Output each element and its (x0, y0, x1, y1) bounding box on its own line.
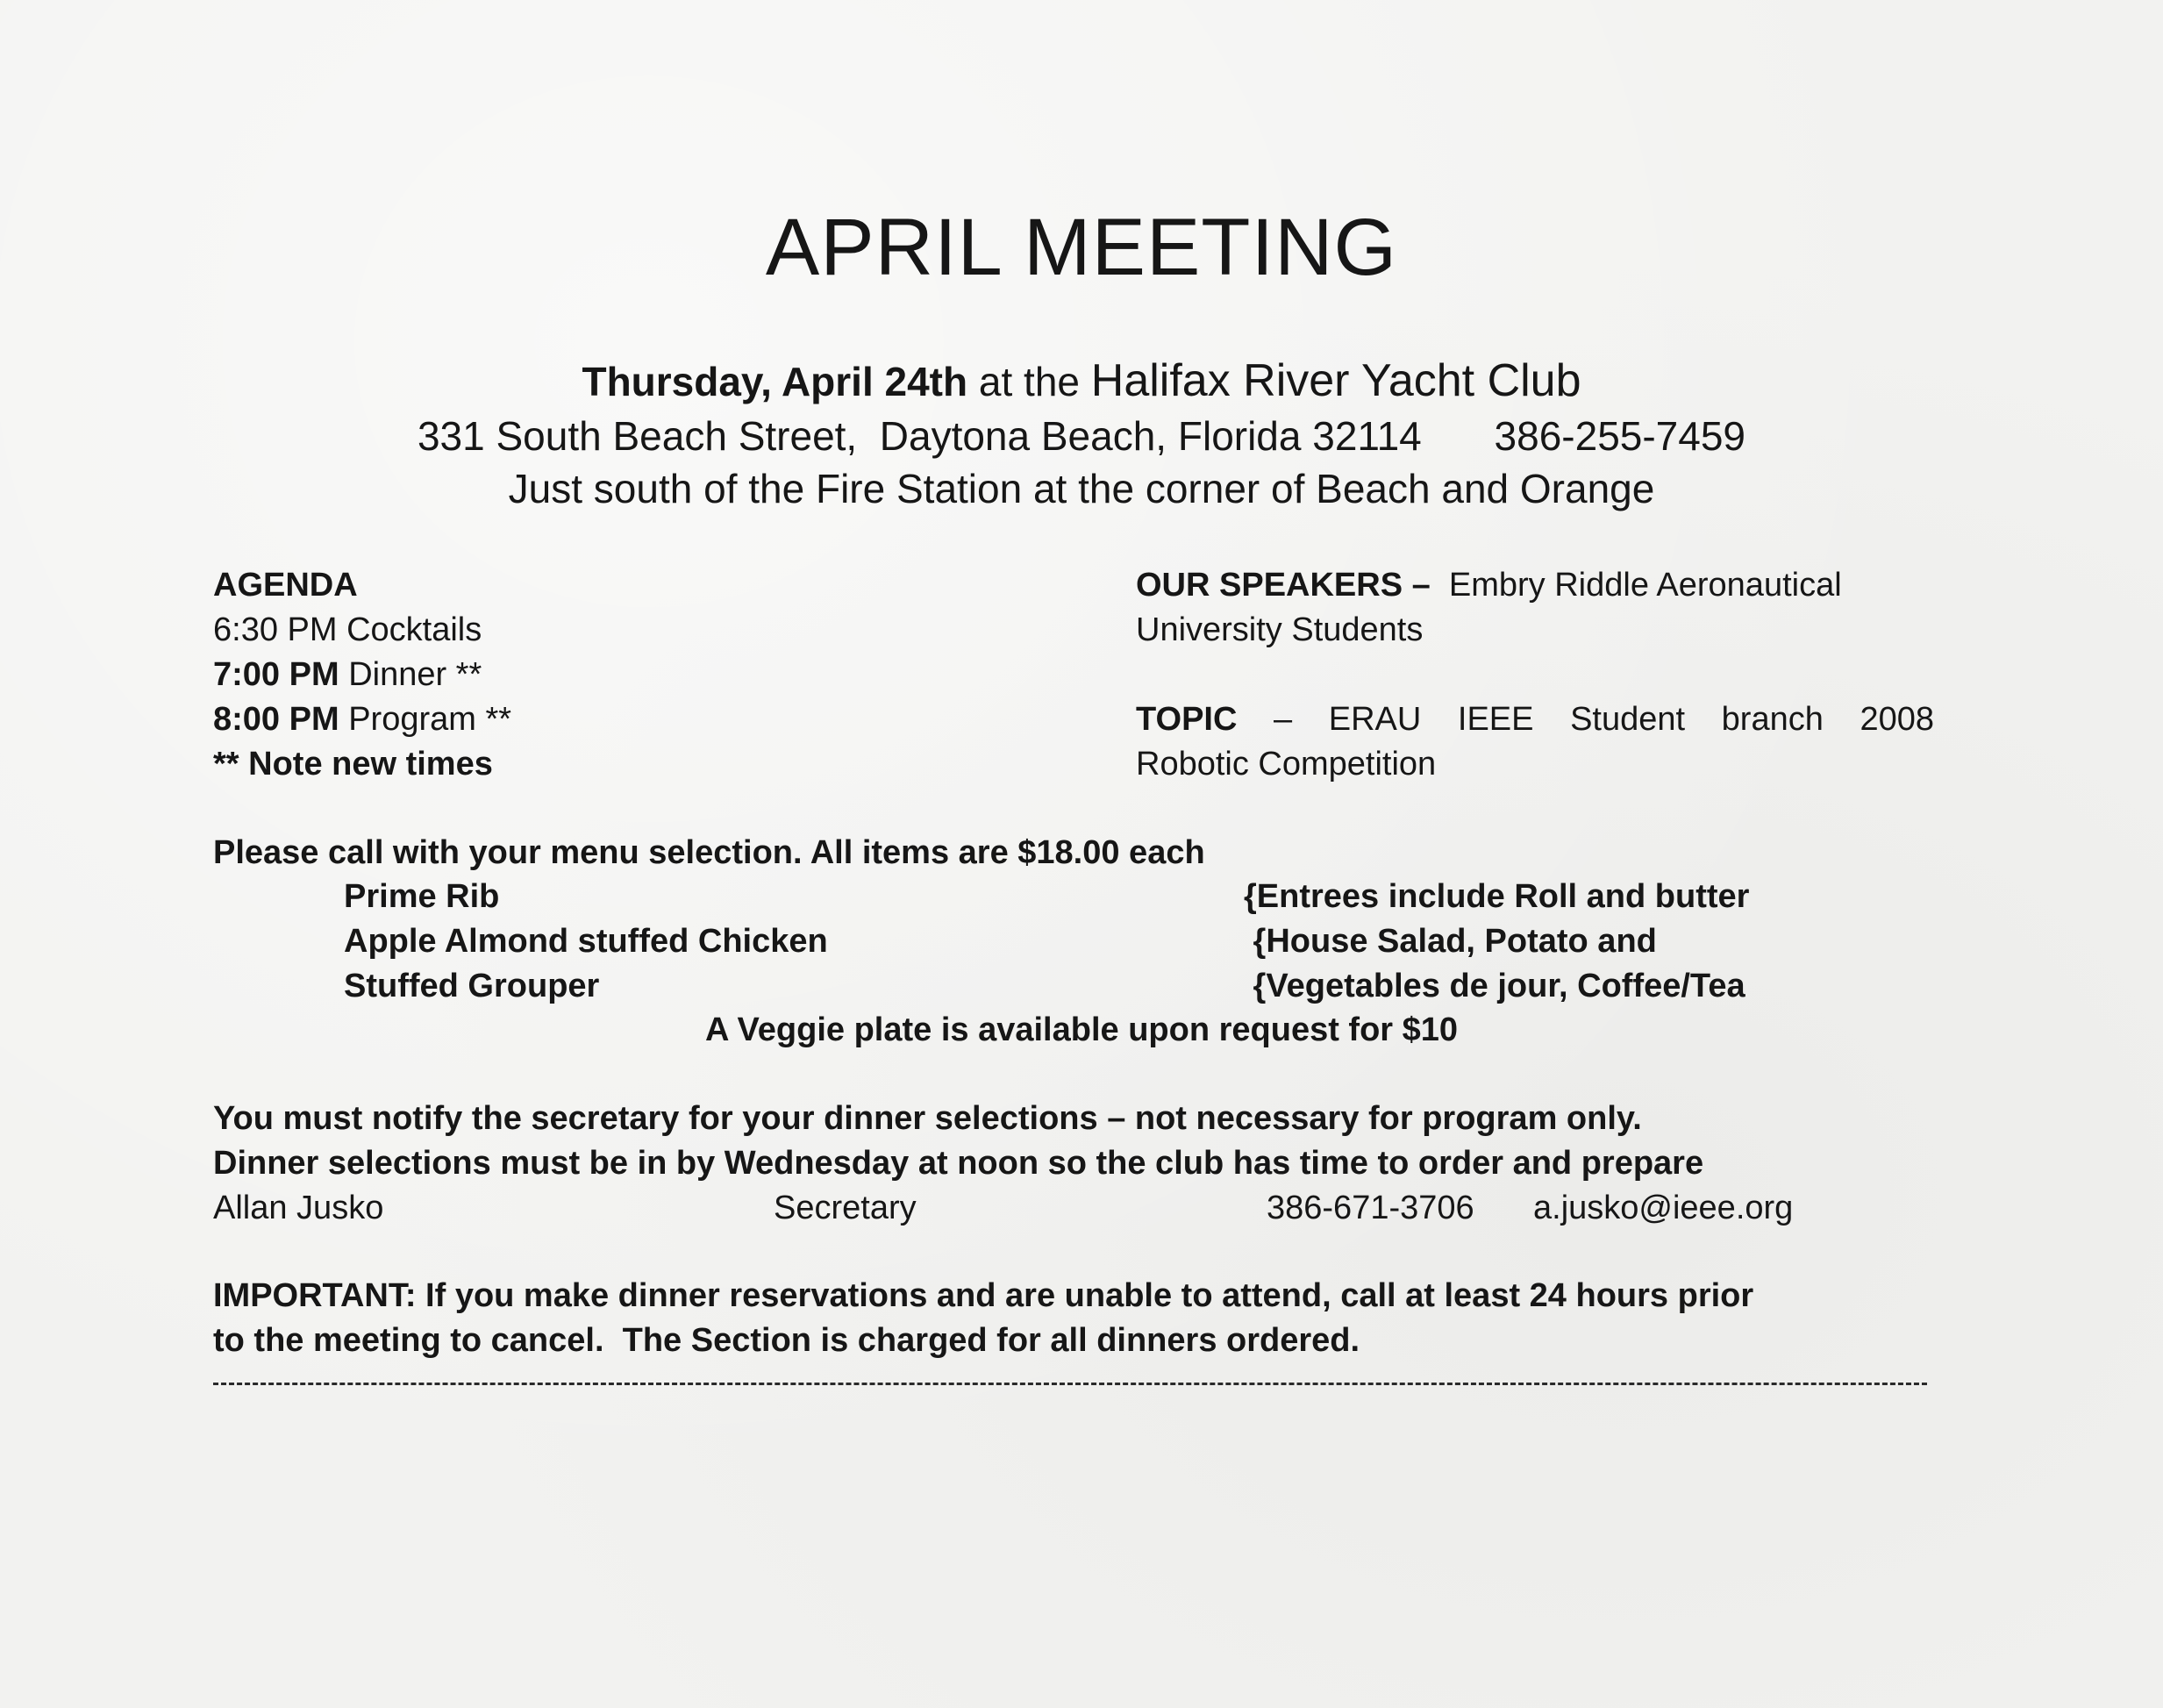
topic-word: ERAU (1328, 701, 1422, 738)
menu-intro: Please call with your menu selection. All items are $18.00 each (213, 834, 1205, 871)
topic-line-1 (1136, 703, 1934, 747)
agenda-heading: AGENDA (213, 567, 358, 604)
menu-note: {House Salad, Potato and (1244, 923, 1657, 960)
event-phone: 386-255-7459 (1494, 413, 1746, 459)
event-date: Thursday, April 24th (582, 359, 968, 404)
menu-note: {Vegetables de jour, Coffee/Tea (1244, 968, 1745, 1004)
agenda-dinner-time: 7:00 PM (213, 656, 339, 693)
agenda-note: ** Note new times (213, 746, 493, 783)
notify-section (213, 1102, 1703, 1191)
dashed-cut-line (213, 1383, 1927, 1385)
speakers-text-2: University Students (1136, 611, 1424, 648)
notify-line-1: You must notify the secretary for your dinner selections – not necessary for program only. (213, 1100, 1642, 1137)
page-title: APRIL MEETING (765, 203, 1398, 292)
veggie-note: A Veggie plate is available upon request for $10 (704, 1011, 1459, 1048)
important-line-1: IMPORTANT: If you make dinner reservations and are unable to attend, call at least 24 hours prior (213, 1277, 1754, 1314)
event-venue: Halifax River Yacht Club (1090, 355, 1581, 406)
topic-line-2: Robotic Competition (1136, 746, 1437, 783)
event-directions: Just south of the Fire Station at the corner of Beach and Orange (508, 466, 1655, 511)
event-address-line (0, 412, 2163, 460)
menu-notes-list (1244, 880, 1749, 1014)
menu-items-list (344, 880, 828, 1014)
contact-role: Secretary (774, 1190, 917, 1226)
topic-word: 2008 (1860, 701, 1934, 738)
speakers-section (1136, 568, 1934, 792)
menu-note: {Entrees include Roll and butter (1244, 878, 1750, 915)
speakers-heading: OUR SPEAKERS – (1136, 567, 1431, 604)
agenda-dinner (213, 658, 511, 703)
contact-name: Allan Jusko (213, 1190, 384, 1226)
menu-item: Prime Rib (344, 878, 500, 915)
menu-item: Stuffed Grouper (344, 968, 600, 1004)
agenda-cocktails: 6:30 PM Cocktails (213, 611, 482, 648)
important-section (213, 1279, 1753, 1369)
agenda-program-label: Program ** (348, 701, 512, 738)
contact-email: a.jusko@ieee.org (1533, 1190, 1794, 1226)
agenda-program (213, 703, 511, 747)
notify-line-2: Dinner selections must be in by Wednesday at noon so the club has time to order and prepare (213, 1145, 1704, 1182)
topic-word: Student (1570, 701, 1686, 738)
contact-phone: 386-671-3706 (1267, 1190, 1474, 1226)
topic-word: IEEE (1457, 701, 1534, 738)
topic-word: branch (1721, 701, 1824, 738)
menu-item: Apple Almond stuffed Chicken (344, 923, 828, 960)
topic-heading: TOPIC (1136, 701, 1238, 738)
event-at-the: at the (978, 359, 1080, 404)
speakers-text-1: Embry Riddle Aeronautical (1448, 567, 1842, 604)
important-line-2: to the meeting to cancel. The Section is charged for all dinners ordered. (213, 1322, 1360, 1359)
agenda-program-time: 8:00 PM (213, 701, 339, 738)
event-date-line (0, 354, 2163, 407)
speakers-line-1 (1136, 568, 1934, 613)
event-address: 331 South Beach Street, Daytona Beach, Florida 32114 (417, 413, 1422, 459)
topic-dash: – (1274, 701, 1293, 738)
agenda-dinner-label: Dinner ** (348, 656, 482, 693)
agenda-section (213, 568, 511, 792)
